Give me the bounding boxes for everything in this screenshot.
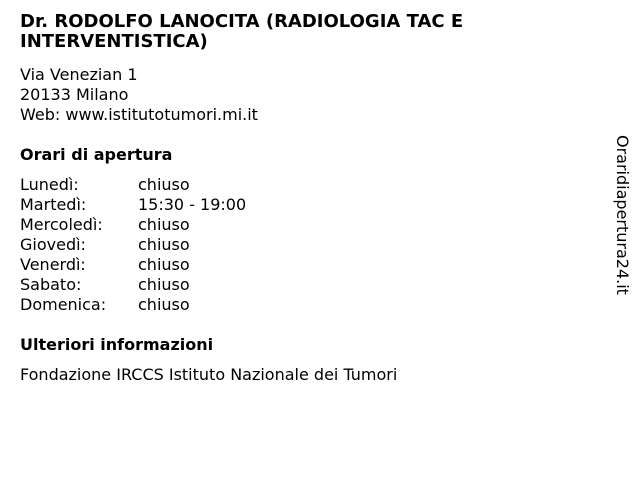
more-info-heading: Ulteriori informazioni bbox=[20, 335, 214, 354]
page-title: Dr. RODOLFO LANOCITA (RADIOLOGIA TAC E INTERVENTISTICA) bbox=[20, 11, 464, 52]
hours-row-sunday bbox=[20, 295, 190, 315]
day-label: Domenica: bbox=[20, 295, 107, 314]
hours-value: 15:30 - 19:00 bbox=[138, 195, 247, 214]
address-block bbox=[20, 65, 258, 125]
day-label: Lunedì: bbox=[20, 175, 79, 194]
day-label: Giovedì: bbox=[20, 235, 86, 254]
hours-row-tuesday bbox=[20, 195, 247, 215]
website-link[interactable]: Web: www.istitutotumori.mi.it bbox=[20, 105, 258, 124]
hours-value: chiuso bbox=[138, 255, 190, 274]
day-label: Mercoledì: bbox=[20, 215, 103, 234]
hours-value: chiuso bbox=[138, 175, 190, 194]
street-address: Via Venezian 1 bbox=[20, 65, 138, 84]
city-address: 20133 Milano bbox=[20, 85, 129, 104]
hours-value: chiuso bbox=[138, 275, 190, 294]
day-label: Martedì: bbox=[20, 195, 87, 214]
side-brand-text: Oraridiapertura24.it bbox=[613, 135, 632, 295]
opening-hours-heading: Orari di apertura bbox=[20, 145, 173, 164]
hours-value: chiuso bbox=[138, 215, 190, 234]
hours-row-monday bbox=[20, 175, 190, 195]
hours-value: chiuso bbox=[138, 295, 190, 314]
hours-row-thursday bbox=[20, 235, 190, 255]
day-label: Sabato: bbox=[20, 275, 82, 294]
hours-row-saturday bbox=[20, 275, 190, 295]
more-info-text: Fondazione IRCCS Istituto Nazionale dei Tumori bbox=[20, 365, 398, 384]
opening-hours-list bbox=[20, 175, 247, 315]
hours-row-wednesday bbox=[20, 215, 190, 235]
day-label: Venerdì: bbox=[20, 255, 86, 274]
hours-row-friday bbox=[20, 255, 190, 275]
hours-value: chiuso bbox=[138, 235, 190, 254]
